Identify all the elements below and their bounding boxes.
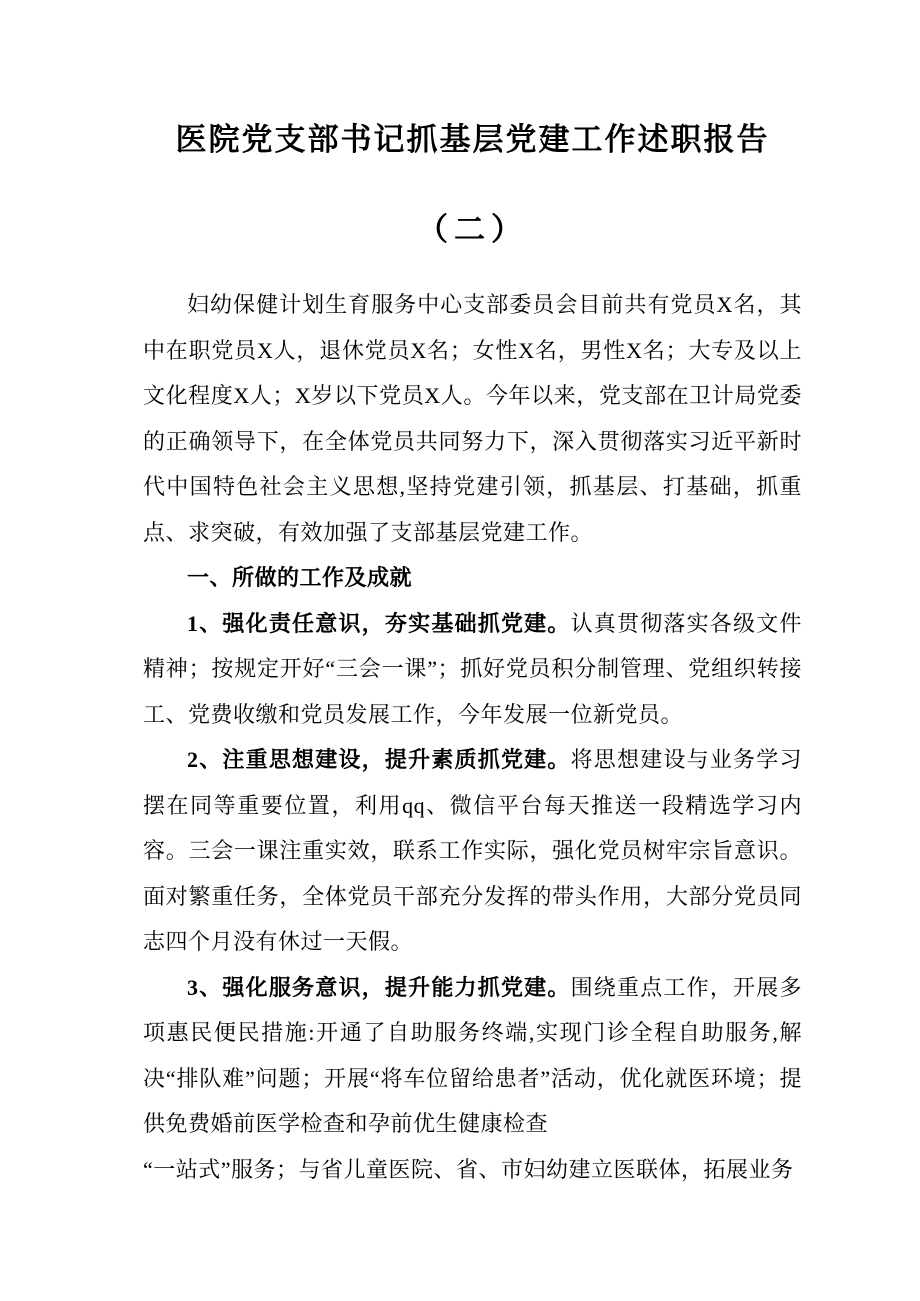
document-body — [143, 282, 802, 1192]
intro-paragraph: 妇幼保健计划生育服务中心支部委员会目前共有党员X名，其中在职党员X人，退休党员X名；女性X名，男性X名；大专及以上文化程度X人；X岁以下党员X人。今年以来，党支部在卫计局党委的正确领导下，在全体党员共同努力下，深入贯彻落实习近平新时代中国特色社会主义思想,坚持党建引领，抓基层、打基础，抓重点、求突破，有效加强了支部基层党建工作。 — [143, 292, 802, 545]
item-paragraph-1 — [143, 601, 802, 738]
item-paragraph-2 — [143, 737, 802, 965]
item-1-body: 认真贯彻落实各级文件精神；按规定开好“三会一课”；抓好党员积分制管理、党组织转接工、党费收缴和党员发展工作，今年发展一位新党员。 — [143, 610, 802, 727]
item-3-lead: 3、强化服务意识，提升能力抓党建。 — [187, 974, 571, 1000]
item-3-body: 围绕重点工作，开展多项惠民便民措施:开通了自助服务终端,实现门诊全程自助服务,解决“排队难”问题；开展“将车位留给患者”活动，优化就医环境；提供免费婚前医学检查和孕前优生健康检查 — [143, 974, 802, 1136]
item-paragraph-3 — [143, 965, 802, 1147]
section-heading: 一、所做的工作及成就 — [187, 565, 413, 590]
item-1-lead: 1、强化责任意识，夯实基础抓党建。 — [187, 610, 571, 636]
item-2-body: 将思想建设与业务学习摆在同等重要位置，利用qq、微信平台每天推送一段精选学习内容。三会一课注重实效，联系工作实际，强化党员树牢宗旨意识。面对繁重任务，全体党员干部充分发挥的带头作用，大部分党员同志四个月没有休过一天假。 — [143, 747, 802, 954]
document-title: 医院党支部书记抓基层党建工作述职报告 — [175, 122, 770, 157]
document-subtitle: （二） — [417, 212, 528, 247]
tail-paragraph: “一站式”服务；与省儿童医院、省、市妇幼建立医联体，拓展业务 — [143, 1156, 794, 1182]
item-2-lead: 2、注重思想建设，提升素质抓党建。 — [187, 747, 571, 772]
